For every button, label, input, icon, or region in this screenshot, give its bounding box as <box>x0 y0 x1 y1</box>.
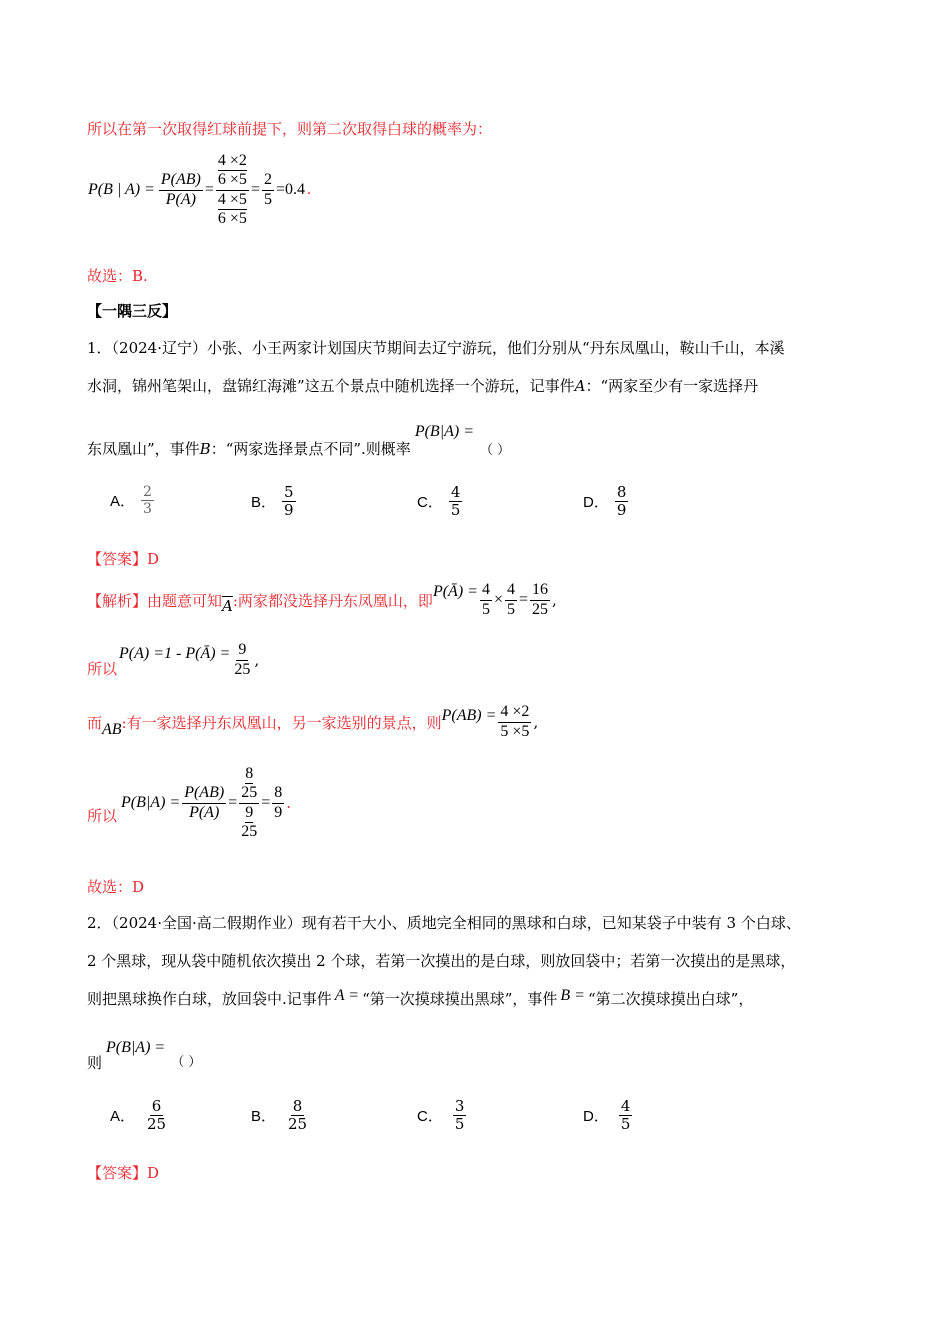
answer-label: 【答案】D <box>87 1164 160 1182</box>
question-1-line3: 东凤凰山”，事件B：“两家选择景点不同”.则概率P(B|A) =（ ） <box>87 423 511 458</box>
question-1-line2: 水洞，锦州笔架山，盘锦红海滩”这五个景点中随机选择一个游玩，记事件A：“两家至少有一家选择丹 <box>87 377 759 395</box>
option-a[interactable]: A． $\frac{2}{3}$ <box>110 484 152 518</box>
question-2-line2: 2 个黑球，现从袋中随机依次摸出 2 个球，若第一次摸出的是白球，则放回袋中；若第一次摸出的是黑球， <box>87 952 796 970</box>
nested-fraction: 8 25 9 25 <box>241 764 258 840</box>
question-1-line1: 1．（2024·辽宁）小张、小王两家计划国庆节期间去辽宁游玩，他们分别从“丹东凤凰山，鞍山千山，本溪 <box>87 339 785 357</box>
choice-text: 故选：D <box>87 878 145 896</box>
option-b[interactable]: B． $\frac{5}{9}$ <box>251 483 294 520</box>
analysis-line-4: 所以 P(B|A) = $\frac{P(AB)}{P(A)}$ = 8 25 9 25 = $\frac{8}{9}$ . <box>87 764 292 840</box>
choice-text: 故选：B. <box>87 267 148 285</box>
question-2-line3: 则把黑球换作白球，放回袋中.记事件 A = “第一次摸球摸出黑球”，事件 B = “第二次摸球摸出白球”， <box>87 987 754 1008</box>
nested-fraction: 4 ×2 6 ×5 4 ×5 6 ×5 <box>217 151 247 227</box>
fraction: $\frac{P(AB)}{P(A)}$ <box>160 171 201 208</box>
answer-label: 【答案】D <box>87 550 160 568</box>
analysis-line-2: 所以 P(A) =1 - P(Ā) = $\frac{9}{25}$ , <box>87 641 260 678</box>
analysis-line-1: 【解析】 由题意可知 $\overline{A}$ :两家都没选择丹东凤凰山，即 P(Ā) = $\frac{4}{5}$ × $\frac{4}{5}$ = $\frac{16}{25}$ , <box>87 581 557 618</box>
analysis-line-3: 而 AB :有一家选择丹东凤凰山，另一家选别的景点，则 P(AB) = $\frac{4 \times 2}{5 \times 5}$ , <box>87 703 539 740</box>
fraction: $\frac{2}{5}$ <box>263 171 272 208</box>
option-c[interactable]: C． $\frac{4}{5}$ <box>417 483 461 520</box>
formula-lhs: P(B | A) = <box>88 181 155 198</box>
section-title: 【一隅三反】 <box>87 302 178 320</box>
solution-text: 所以在第一次取得红球前提下，则第二次取得白球的概率为： <box>87 120 493 138</box>
option-c[interactable]: C． $\frac{3}{5}$ <box>417 1097 465 1134</box>
question-2-line4: 则P(B|A) =（ ） <box>87 1039 202 1072</box>
option-a[interactable]: A． $\frac{6}{25}$ <box>110 1097 167 1134</box>
solution-formula: P(B | A) = $\frac{P(AB)}{P(A)}$ = 4 ×2 6 ×5 4 ×5 6 ×5 = $\frac{2}{5}$ =0.4 . <box>88 151 311 227</box>
option-d[interactable]: D． $\frac{8}{9}$ <box>583 483 627 520</box>
option-d[interactable]: D． $\frac{4}{5}$ <box>583 1097 631 1134</box>
question-2-line1: 2．（2024·全国·高二假期作业）现有若干大小、质地完全相同的黑球和白球，已知某袋子中装有 3 个白球、 <box>87 914 801 932</box>
option-b[interactable]: B． $\frac{8}{25}$ <box>251 1097 308 1134</box>
